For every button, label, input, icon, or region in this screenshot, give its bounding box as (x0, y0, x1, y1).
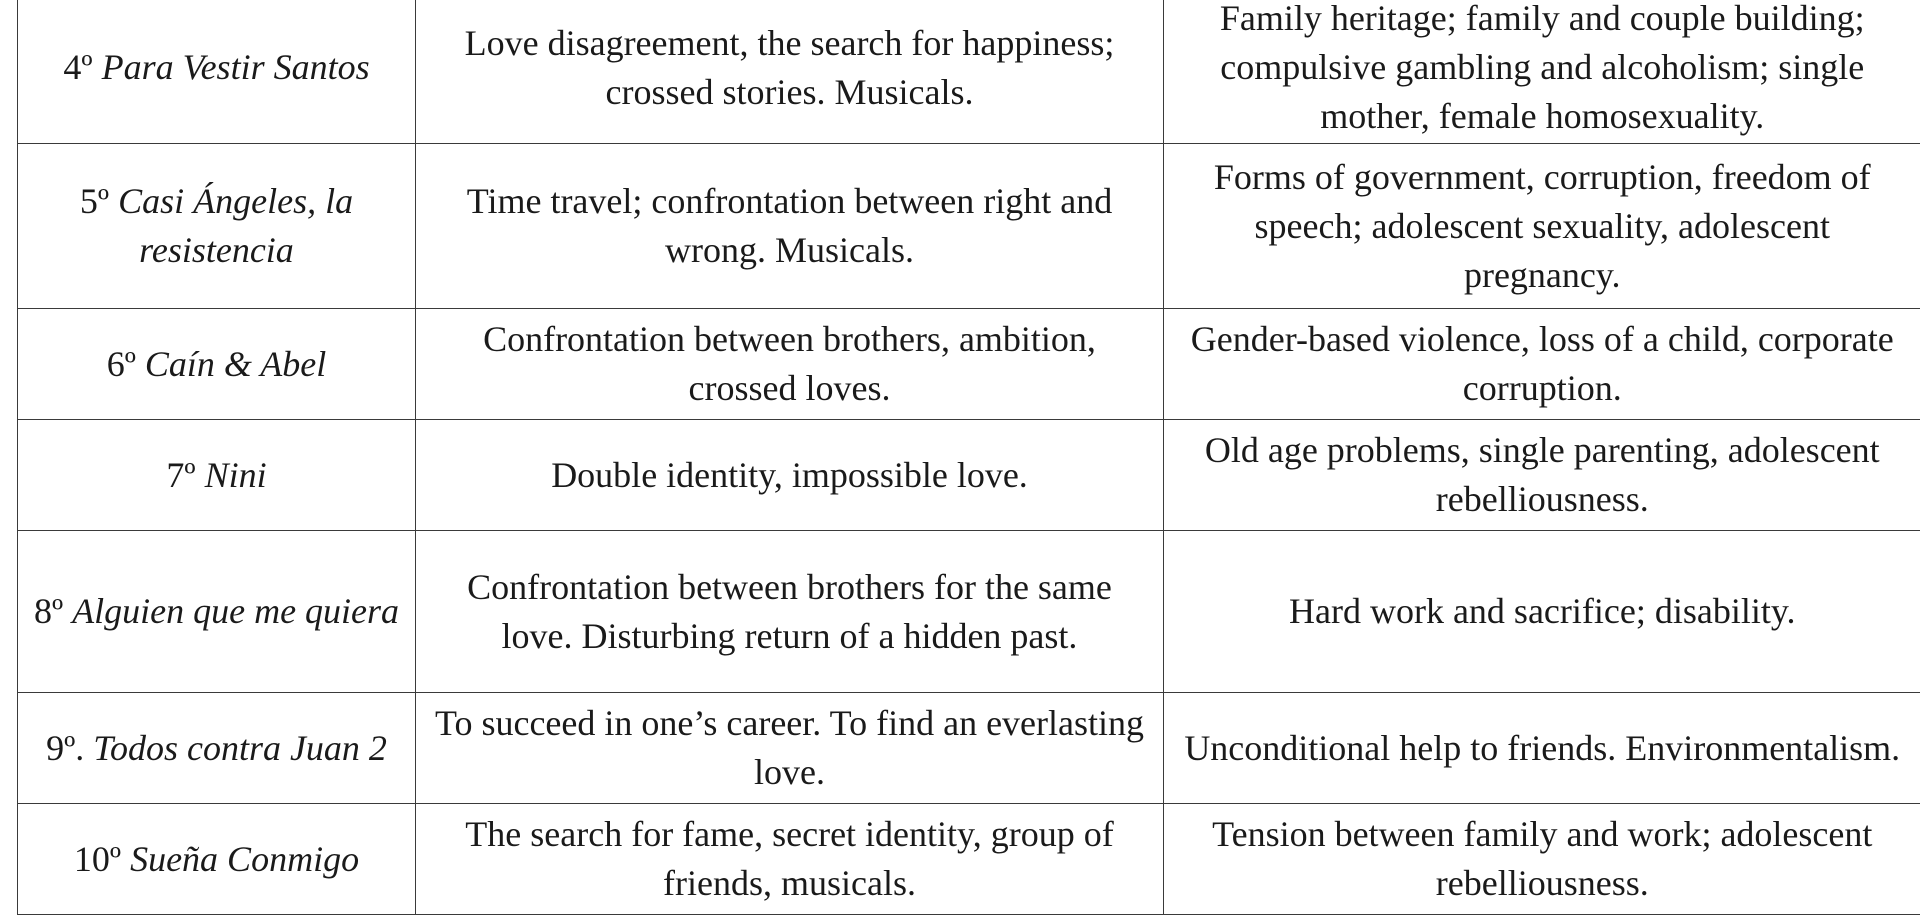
rank-label: 7º (166, 454, 196, 495)
table-row (18, 693, 1920, 804)
themes-cell: Hard work and sacrifice; disability. (1164, 531, 1920, 693)
themes-cell: Old age problems, single parenting, adolescent rebelliousness. (1164, 420, 1920, 531)
title-cell (18, 531, 416, 693)
rank-label: 4º (63, 47, 93, 87)
themes-cell: Unconditional help to friends. Environmentalism. (1164, 693, 1920, 804)
title-cell (18, 309, 416, 420)
title-cell (18, 0, 416, 144)
themes-cell: Gender-based violence, loss of a child, corporate corruption. (1164, 309, 1920, 420)
plot-cell: Confrontation between brothers for the same love. Disturbing return of a hidden past. (416, 531, 1164, 693)
title-cell (18, 420, 416, 531)
show-title: Casi Ángeles, la resistencia (118, 181, 354, 270)
plot-cell: The search for fame, secret identity, group of friends, musicals. (416, 804, 1164, 915)
plot-cell: Time travel; confrontation between right and wrong. Musicals. (416, 144, 1164, 309)
themes-cell: Forms of government, corruption, freedom of speech; adolescent sexuality, adolescent pregnancy. (1164, 144, 1920, 309)
table-row (18, 420, 1920, 531)
title-cell (18, 804, 416, 915)
rank-label: 9º. (46, 727, 85, 768)
title-cell (18, 144, 416, 309)
rank-label: 6º (106, 343, 136, 384)
table-row (18, 0, 1920, 144)
rank-label: 5º (79, 181, 110, 221)
show-title: Sueña Conmigo (130, 838, 360, 879)
themes-cell: Family heritage; family and couple building; compulsive gambling and alcoholism; single mother, female homosexuality. (1164, 0, 1920, 144)
show-title: Alguien que me quiera (72, 591, 400, 631)
table-row (18, 144, 1920, 309)
themes-cell: Tension between family and work; adolescent rebelliousness. (1164, 804, 1920, 915)
show-title: Caín & Abel (144, 343, 327, 384)
table-row (18, 531, 1920, 693)
table-row (18, 309, 1920, 420)
plot-cell: Love disagreement, the search for happiness; crossed stories. Musicals. (416, 0, 1164, 144)
show-title: Nini (204, 454, 267, 495)
table-row (18, 804, 1920, 915)
telenovela-table-fragment (17, 0, 1920, 915)
show-title: Todos contra Juan 2 (93, 727, 387, 768)
rank-label: 10º (73, 838, 122, 879)
rank-label: 8º (33, 591, 64, 631)
show-title: Para Vestir Santos (101, 47, 370, 87)
plot-cell: Confrontation between brothers, ambition, crossed loves. (416, 309, 1164, 420)
plot-cell: Double identity, impossible love. (416, 420, 1164, 531)
plot-cell: To succeed in one’s career. To find an everlasting love. (416, 693, 1164, 804)
title-cell (18, 693, 416, 804)
telenovela-table (17, 0, 1920, 915)
